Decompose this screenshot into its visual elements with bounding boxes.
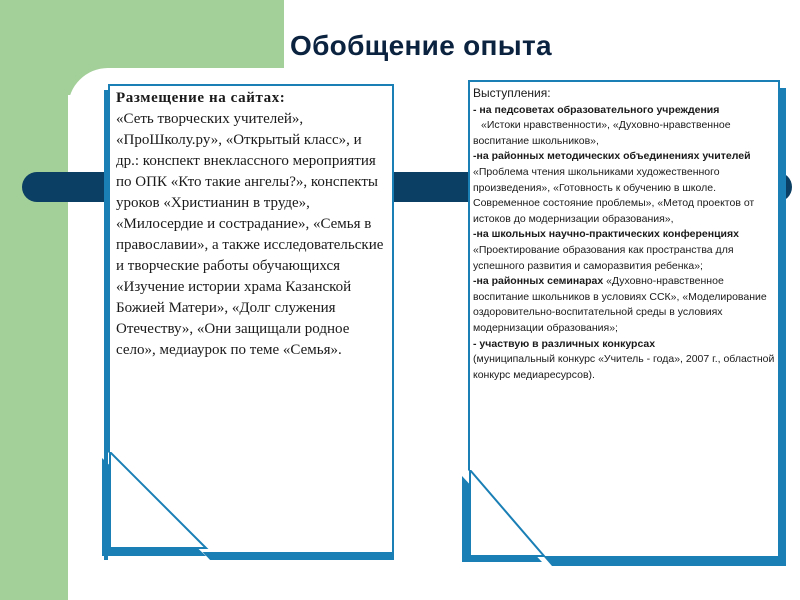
left-card-folded-corner <box>102 452 212 562</box>
talk-item-district-mo-title: -на районных методических объединениях учителей <box>473 150 751 163</box>
right-card-folded-corner <box>462 470 552 566</box>
talk-item-school-title: - на педсоветах образовательного учреждения <box>473 103 720 116</box>
left-card-text <box>116 88 386 361</box>
right-card-heading: Выступления: <box>473 86 551 100</box>
talk-item-conference <box>473 227 778 274</box>
talk-item-contests-title: - участвую в различных конкурсах <box>473 337 656 350</box>
talk-item-contests <box>473 337 778 384</box>
talk-item-seminar-text: «Духовно-нравственное воспитание школьников в условиях ССК», «Моделирование оздоровительно-воспитательной среды в условиях модернизации образования»; <box>473 275 767 334</box>
talk-item-contests-text: (муниципальный конкурс «Учитель - года», 2007 г., областной конкурс медиаресурсов). <box>473 353 775 381</box>
left-card-heading: Размещение на сайтах: <box>116 90 286 106</box>
talk-item-conference-text: «Проектирование образования как пространства для успешного развития и саморазвития ребенка»; <box>473 243 734 272</box>
talk-item-district-mo-text: «Проблема чтения школьниками художественного произведения», «Готовность к обучению в школе. Современное состояние проблемы», «Метод проектов от истоков до модернизации образования», <box>473 165 755 225</box>
right-card-text <box>473 86 778 383</box>
talk-item-conference-title: -на школьных научно-практических конференциях <box>473 228 739 241</box>
talk-item-school <box>473 103 778 150</box>
talk-item-school-text: «Истоки нравственности», «Духовно-нравственное воспитание школьников», <box>473 119 731 147</box>
talk-item-seminar-title: -на районных семинарах <box>473 275 604 288</box>
talk-item-district-mo <box>473 149 778 227</box>
page-title: Обобщение опыта <box>290 30 552 61</box>
talk-item-seminar <box>473 274 778 336</box>
left-card-body: «Сеть творческих учителей», «ПроШколу.ру», «Открытый класс», и др.: конспект внеклассного мероприятия по ОПК «Кто такие ангелы?», конспекты уроков «Христианин в труде», «Милосердие и сострадание», «Семья в православии», а также исследовательские и творческие работы обучающихся «Изучение истории храма Казанской Божией Матери», «Долг служения Отечеству», «Они защищали родное село», медиаурок по теме «Семья». <box>116 111 384 358</box>
